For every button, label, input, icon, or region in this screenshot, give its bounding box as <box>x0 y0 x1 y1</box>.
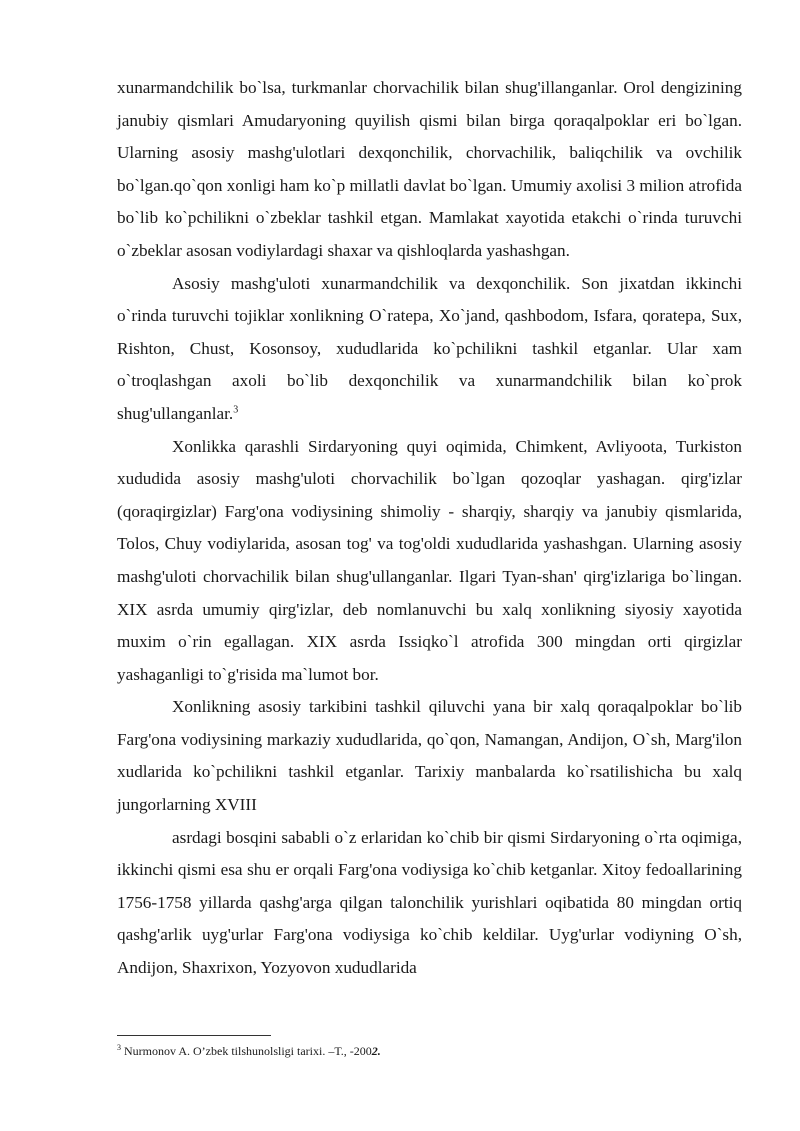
footnote-year-suffix: 2. <box>371 1044 381 1058</box>
paragraph-text: Xonlikka qarashli Sirdaryoning quyi oqimida, Chimkent, Avliyoota, Turkiston xududida asosiy mashg'uloti chorvachilik bo`lgan qozoqlar yashagan. qirg'izlar (qoraqirgizlar) Farg'ona vodiysining shimoliy - sharqiy, sharqiy va janubiy qismlarida, Tolos, Chuy vodiylarida, asosan tog' va tog'oldi xududlarida yashashgan. Ularning asosiy mashg'uloti chorvachilik bilan shug'ullanganlar. Ilgari Tyan-shan' qirg'izlariga bo`lingan. XIX asrda umumiy qirg'izlar, deb nomlanuvchi bu xalq xonlikning siyosiy xayotida muxim o`rin egallagan. XIX asrda Issiqko`l atrofida 300 mingdan orti qirgizlar yashaganligi to`g'risida ma`lumot bor. <box>117 436 742 684</box>
paragraph-text: Xonlikning asosiy tarkibini tashkil qiluvchi yana bir xalq qoraqalpoklar bo`lib Farg'ona vodiysining markaziy xududlarida, qo`qon, Namangan, Andijon, O`sh, Marg'ilon xudlarida ko`pchilikni tashkil etganlar. Tarixiy manbalarda ko`rsatilishicha bu xalq jungorlarning XVIII <box>117 697 742 815</box>
footnote-text: Nurmonov A. O’zbek tilshunolsligi tarixi. –T., -200 <box>124 1044 372 1058</box>
paragraph-4 <box>117 691 742 821</box>
paragraph-text: asrdagi bosqini sababli o`z erlaridan ko`chib bir qismi Sirdaryoning o`rta oqimiga, ikkinchi qismi esa shu er orqali Farg'ona vodiysiga ko`chib ketganlar. Xitoy fedoallarining 1756-1758 yillarda qashg'arga qilgan talonchilik yurishlari oqibatida 80 mingdan ortiq qashg'arlik uyg'urlar Farg'ona vodiysiga ko`chib keldilar. Uyg'urlar vodiyning O`sh, Andijon, Shaxrixon, Yozyovon xududlarida <box>117 827 742 978</box>
paragraph-text: xunarmandchilik bo`lsa, turkmanlar chorvachilik bilan shug'illanganlar. Orol dengizining janubiy qismlari Amudaryoning quyilish qismi bilan birga qoraqalpoklar eri bo`lgan. Ularning asosiy mashg'ulotlari dexqonchilik, chorvachilik, baliqchilik va ovchilik bo`lgan.qo`qon xonligi ham ko`p millatli davlat bo`lgan. Umumiy axolisi 3 milion atrofida bo`lib ko`pchilikni o`zbeklar tashkil etgan. Mamlakat xayotida etakchi o`rinda turuvchi o`zbeklar asosan vodiylardagi shaxar va qishloqlarda yashashgan. <box>117 78 742 260</box>
body-text <box>117 72 742 985</box>
footnote-number: 3 <box>117 1043 121 1052</box>
footnote <box>117 1043 742 1059</box>
paragraph-2 <box>117 268 742 431</box>
paragraph-5 <box>117 822 742 985</box>
paragraph-3 <box>117 431 742 692</box>
paragraph-text: Asosiy mashg'uloti xunarmandchilik va dexqonchilik. Son jixatdan ikkinchi o`rinda turuvchi tojiklar xonlikning O`ratepa, Xo`jand, qashbodom, Isfara, qoratepa, Sux, Rishton, Chust, Kosonsoy, xududlarida ko`pchilikni tashkil etganlar. Ular xam o`troqlashgan axoli bo`lib dexqonchilik va xunarmandchilik bilan ko`prok shug'ullanganlar. <box>117 273 742 423</box>
footnote-divider <box>117 1035 271 1036</box>
footnote-reference[interactable]: 3 <box>233 404 239 416</box>
paragraph-1 <box>117 72 742 268</box>
